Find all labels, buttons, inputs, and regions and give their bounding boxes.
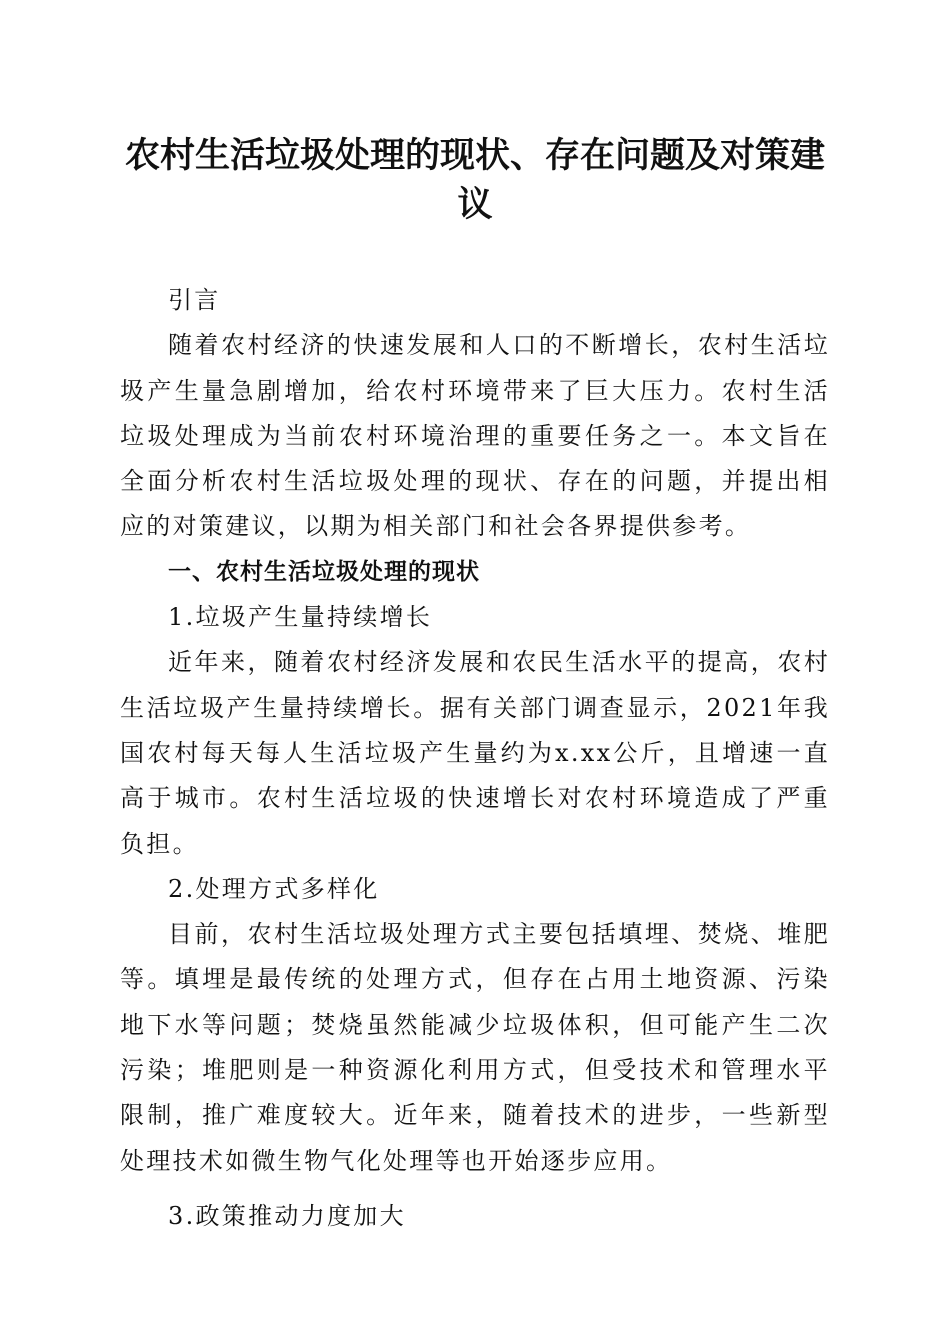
document-body [120,278,830,1239]
subsection-2-paragraph: 目前，农村生活垃圾处理方式主要包括填埋、焚烧、堆肥等。填埋是最传统的处理方式，但存在占用土地资源、污染地下水等问题；焚烧虽然能减少垃圾体积，但可能产生二次污染；堆肥则是一种资源化利用方式，但受技术和管理水平限制，推广难度较大。近年来，随着技术的进步，一些新型处理技术如微生物气化处理等也开始逐步应用。 [120,920,830,1175]
subsection-3-heading: 3.政策推动力度加大 [168,1201,406,1230]
subsection-1-paragraph: 近年来，随着农村经济发展和农民生活水平的提高，农村生活垃圾产生量持续增长。据有关部门调查显示，2021年我国农村每天每人生活垃圾产生量约为x.xx公斤，且增速一直高于城市。农村生活垃圾的快速增长对农村环境造成了严重负担。 [120,648,830,858]
document-title: 农村生活垃圾处理的现状、存在问题及对策建议 [124,135,825,225]
section-1-heading: 一、农村生活垃圾处理的现状 [168,558,480,585]
subsection-2-heading: 2.处理方式多样化 [168,874,380,903]
intro-paragraph: 随着农村经济的快速发展和人口的不断增长，农村生活垃圾产生量急剧增加，给农村环境带来了巨大压力。农村生活垃圾处理成为当前农村环境治理的重要任务之一。本文旨在全面分析农村生活垃圾处理的现状、存在的问题，并提出相应的对策建议，以期为相关部门和社会各界提供参考。 [120,331,830,541]
intro-heading: 引言 [168,286,221,314]
subsection-1-heading: 1.垃圾产生量持续增长 [168,603,433,632]
